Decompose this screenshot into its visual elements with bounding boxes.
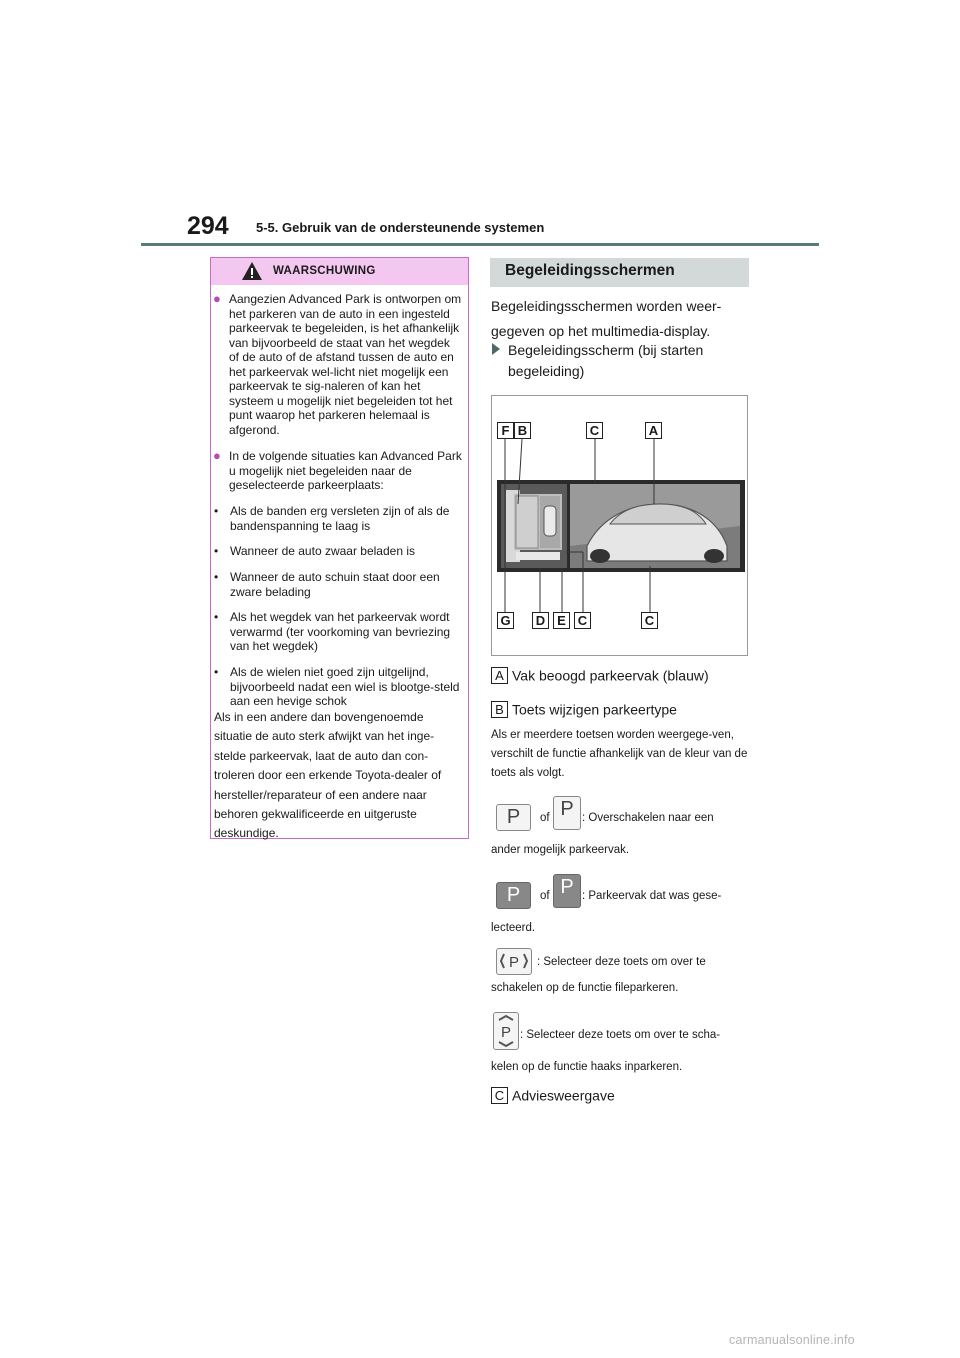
warning-icon [241,261,263,281]
warning-sub-item: • Als de banden erg versleten zijn of als de bandenspanning te laag is [214,504,450,533]
figure-label-d: D [532,612,549,629]
warning-bullet: ● Aangezien Advanced Park is ontworpen om het parkeren van de auto in een ingesteld parkeervak te begeleiden, is het afhankelijk van bijvoorbeeld de staat van het wegdek of de auto of de afstand tussen de auto en het parkeervak wel-licht niet mogelijk een parkeervak te sig-naleren of kan het systeem u mogelijk niet begeleiden tot het punt waarop het parkeren helemaal is afgerond. [213,291,462,437]
section-title: 5-5. Gebruik van de ondersteunende systemen [256,220,545,235]
perpendicular-parking-icon [493,1012,519,1050]
bullet-dot-icon: ● [213,291,221,306]
header-rule [141,243,819,246]
warning-closing: Als in een andere dan bovengenoemde situatie de auto sterk afwijkt van het inge-stelde parkeervak, laat de auto dan con-troleren door een erkende Toyota-dealer of hersteller/reparateur of een andere naar behoren gekwalificeerde en uitgeruste deskundige. [214,710,442,841]
p4-continuation: kelen op de functie haaks inparkeren. [491,1061,683,1073]
figure-label-f: F [497,422,514,439]
p3-text: : Selecteer deze toets om over te [537,956,706,968]
page-number: 294 [187,212,229,240]
svg-text:P: P [500,1024,512,1041]
figure-label-b: B [514,422,531,439]
legend-key-a: A [491,667,508,684]
warning-header [211,258,468,285]
p2-continuation: lecteerd. [491,922,536,934]
legend-key-c: C [491,1087,508,1104]
p4-text: : Selecteer deze toets om over te scha- [520,1029,721,1041]
p2-text: : Parkeervak dat was gese- [582,890,722,902]
legend-key-b: B [491,701,508,718]
sub-heading: Begeleidingsscherm (bij starten begeleiding) [491,340,753,382]
figure-label-c: C [586,422,603,439]
parallel-parking-icon [496,948,532,975]
figure-label-e: E [553,612,570,629]
figure-label-g: G [497,612,514,629]
p-button-icon: P [496,804,531,831]
or-word: of [540,890,550,902]
warning-title: WAARSCHUWING [273,265,376,277]
section-intro: Begeleidingsschermen worden weer-gegeven op het multimedia-display. [491,298,722,339]
guidance-screen-figure [491,395,748,656]
warning-bullet: ● In de volgende situaties kan Advanced Park u mogelijk niet begeleiden naar de geselecteerde parkeerplaats: [213,448,462,492]
warning-sub-item: • Wanneer de auto schuin staat door een zware belading [214,570,440,599]
or-word: of [540,812,550,824]
bullet-dot-icon: ● [213,448,221,463]
warning-box [210,257,469,839]
figure-label-c: C [574,612,591,629]
svg-text:P: P [508,954,520,971]
section-heading-text: Begeleidingsschermen [505,262,675,279]
legend-item-b: B Toets wijzigen parkeertype [491,700,677,718]
legend-b-description: Als er meerdere toetsen worden weergege-ven, verschilt de functie afhankelijk van de kleur van de toets als volgt. [491,729,748,779]
section-heading [490,258,749,287]
warning-sub-item: • Wanneer de auto zwaar beladen is [214,544,416,558]
p-button-selected-highlight-icon: P [553,874,581,908]
warning-sub-item: • Als het wegdek van het parkeervak wordt verwarmd (ter voorkoming van bevriezing van het wegdek) [214,610,451,653]
p1-continuation: ander mogelijk parkeervak. [491,844,630,856]
legend-item-a: A Vak beoogd parkeervak (blauw) [491,666,709,684]
figure-label-a: A [645,422,662,439]
p-button-highlight-icon: P [553,796,581,830]
p-button-selected-icon: P [496,882,531,909]
legend-item-c: C Adviesweergave [491,1086,615,1104]
watermark: carmanualsonline.info [729,1333,855,1347]
warning-sub-item: • Als de wielen niet goed zijn uitgelijnd, bijvoorbeeld nadat een wiel is blootge-steld aan een hevige schok [214,665,460,708]
figure-label-c: C [641,612,658,629]
triangle-arrow-icon [492,343,500,355]
p1-text: : Overschakelen naar een [582,812,714,824]
p3-continuation: schakelen op de functie fileparkeren. [491,982,679,994]
